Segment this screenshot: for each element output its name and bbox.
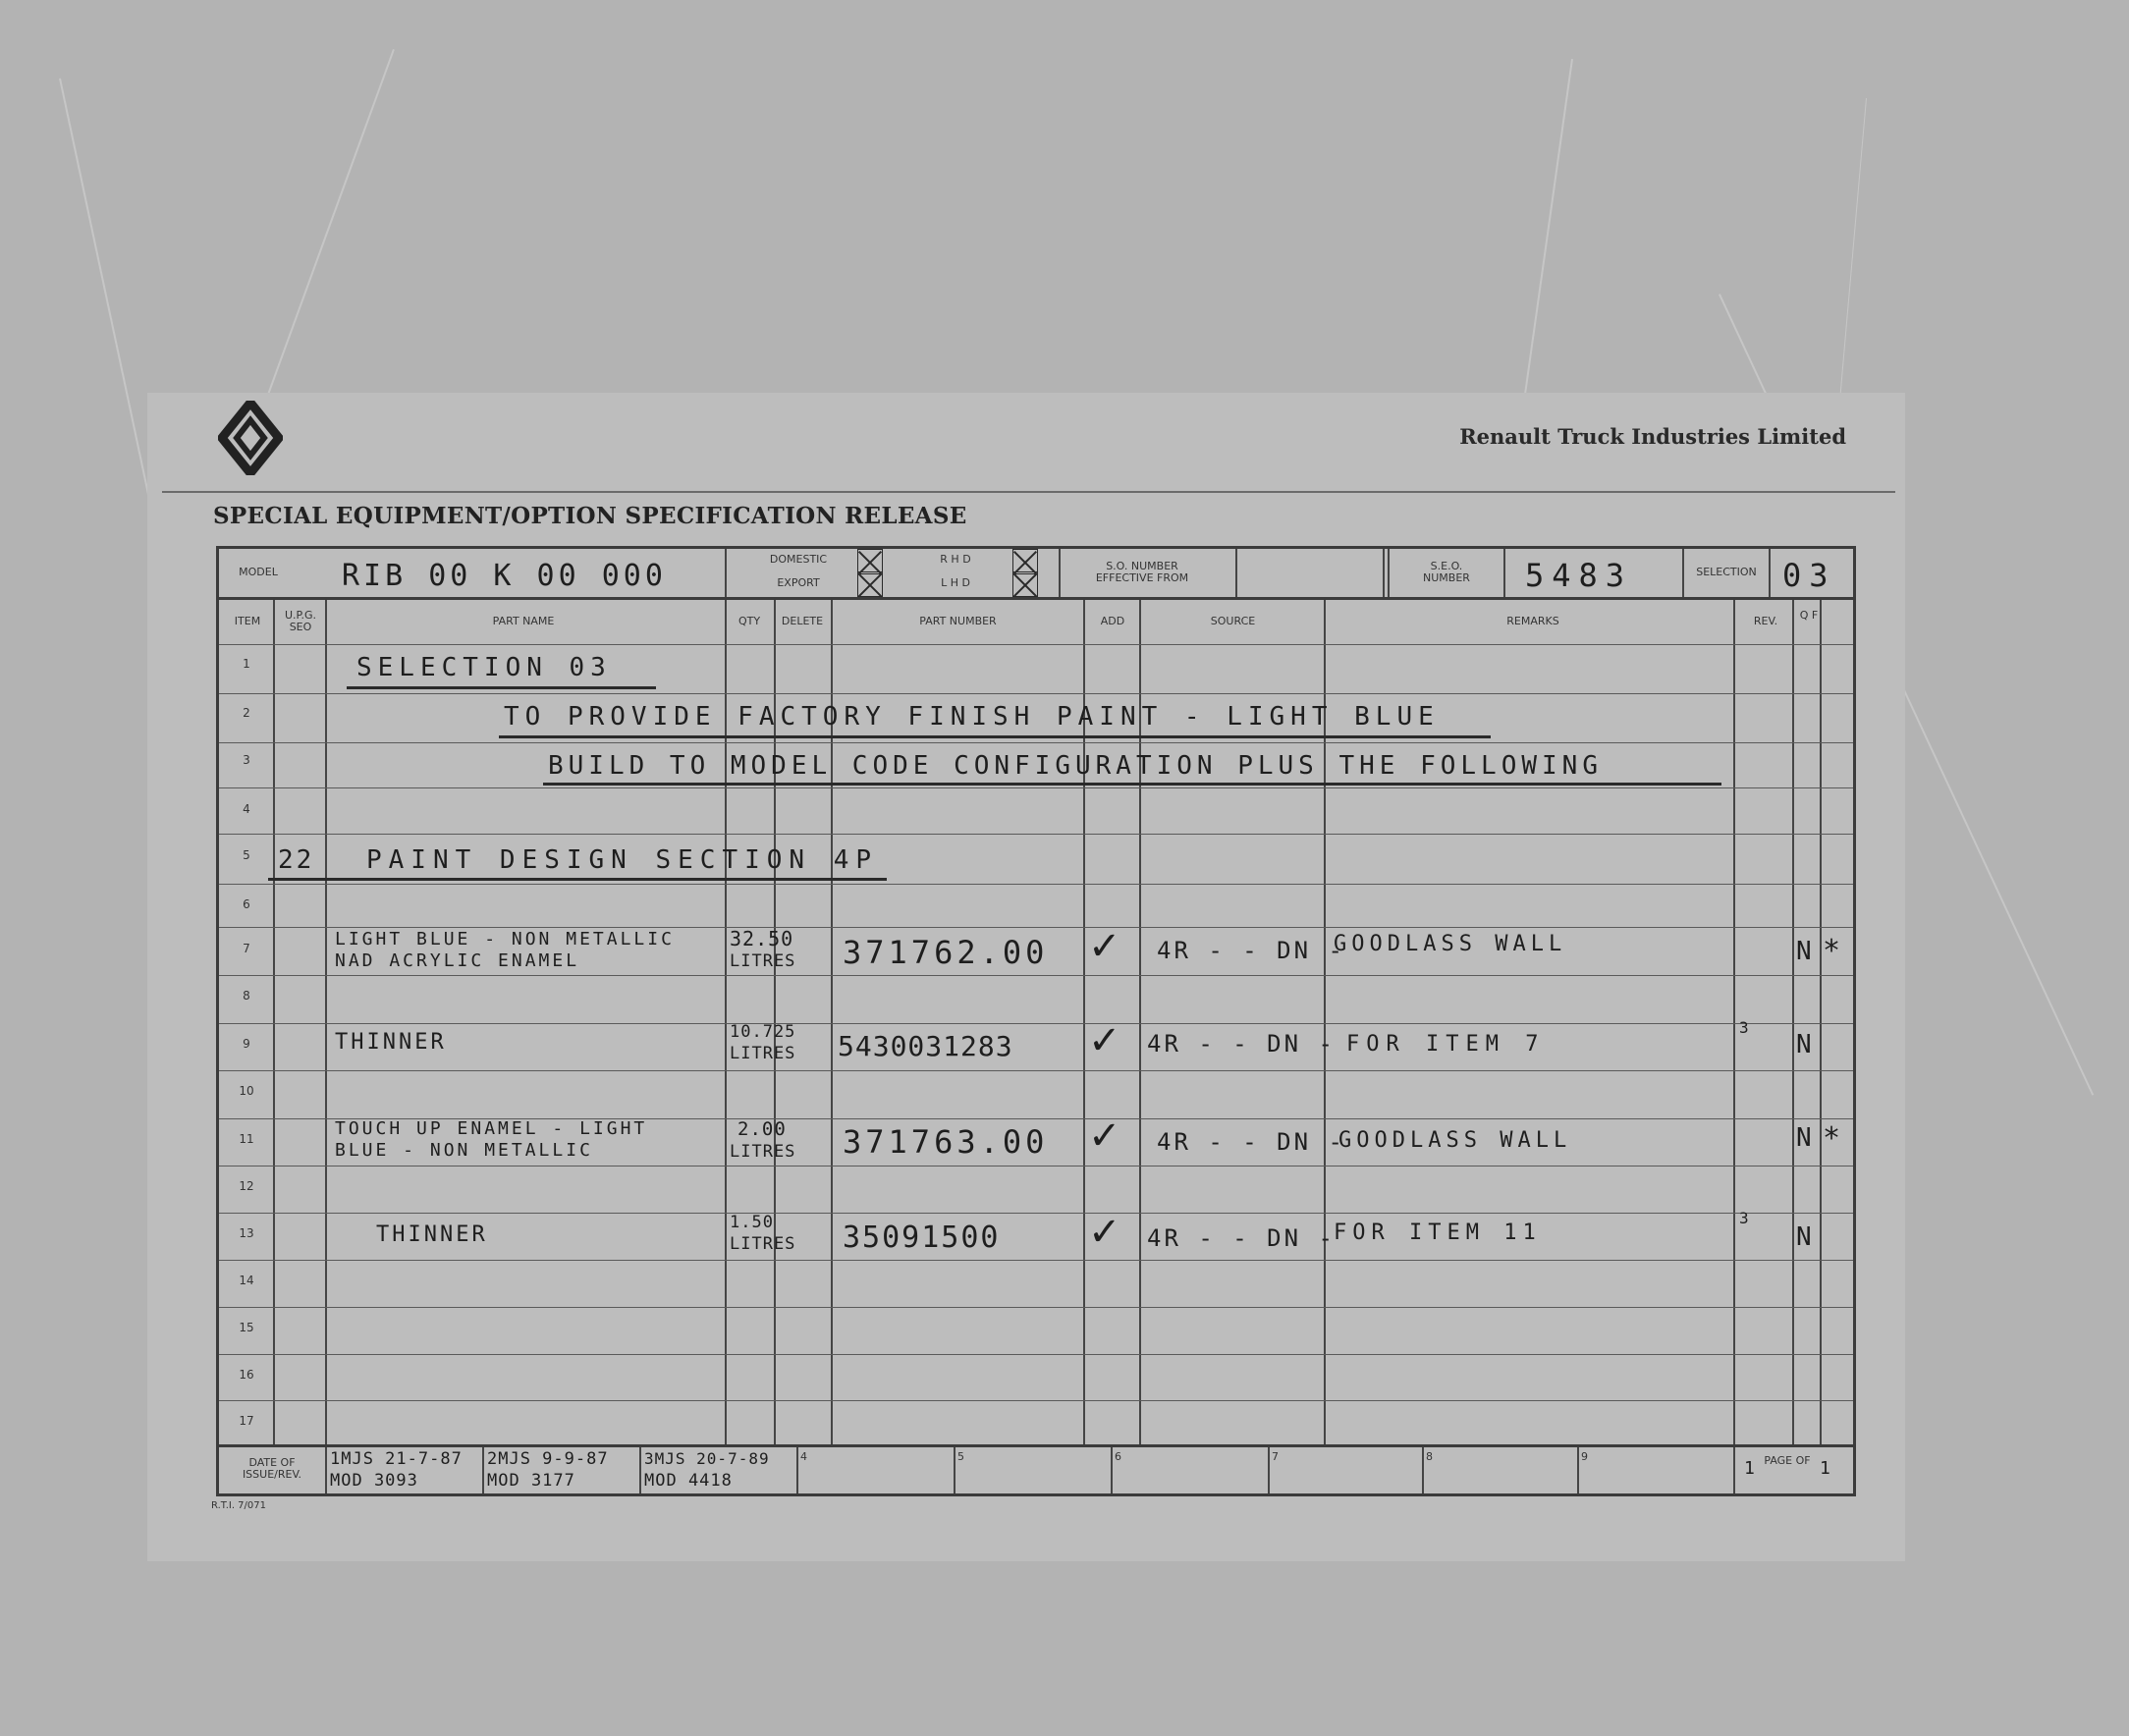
row-number: 8: [243, 989, 250, 1003]
qty-unit: LITRES: [730, 951, 796, 971]
lhd-checkbox: [1012, 571, 1038, 597]
page-of-label: PAGE OF: [1764, 1454, 1811, 1467]
form-number: R.T.I. 7/071: [211, 1500, 266, 1511]
date-of-issue-label: DATE OF ISSUE/REV.: [242, 1456, 302, 1481]
q-value: N: [1796, 1030, 1812, 1059]
rev-slot-4: 4: [800, 1450, 807, 1463]
row-number: 11: [239, 1132, 254, 1146]
specification-form: [216, 546, 1856, 1496]
row-number: 10: [239, 1084, 254, 1098]
remarks: FOR ITEM 11: [1334, 1221, 1542, 1245]
seo-number-label: S.E.O. NUMBER: [1423, 560, 1470, 584]
domestic-label: DOMESTIC: [769, 553, 828, 566]
col-add: ADD: [1100, 615, 1125, 627]
paint-section-line: PAINT DESIGN SECTION 4P: [366, 845, 879, 875]
form-footer: [219, 1447, 1853, 1493]
form-header: [219, 549, 1853, 600]
selection-value: 03: [1782, 557, 1836, 594]
col-qf: Q F: [1799, 609, 1819, 622]
part-number: 371763.00: [843, 1123, 1049, 1161]
remarks: FOR ITEM 7: [1346, 1032, 1546, 1057]
part-number: 371762.00: [843, 934, 1049, 971]
rev1-initials-date: 1MJS 21-7-87: [330, 1449, 463, 1469]
row-number: 14: [239, 1274, 254, 1287]
rev-slot-9: 9: [1581, 1450, 1588, 1463]
row-number: 17: [239, 1414, 254, 1428]
part-number: 35091500: [843, 1221, 1001, 1255]
lhd-label: L H D: [941, 576, 970, 589]
part-name-line1: THINNER: [376, 1222, 488, 1247]
build-line: BUILD TO MODEL CODE CONFIGURATION PLUS THE FOLLOWING: [548, 751, 1603, 781]
part-name-line1: THINNER: [335, 1030, 447, 1055]
remarks: GOODLASS WALL: [1334, 932, 1567, 956]
row-number: 12: [239, 1179, 254, 1193]
rev2-initials-date: 2MJS 9-9-87: [487, 1449, 609, 1469]
row-number: 2: [243, 706, 250, 720]
selection-heading: SELECTION 03: [356, 653, 612, 682]
col-source: SOURCE: [1210, 615, 1256, 627]
row-number: 16: [239, 1368, 254, 1382]
rev-value: 3: [1739, 1018, 1749, 1037]
add-check-icon: ✓: [1088, 1018, 1121, 1063]
seo-number-value: 5483: [1525, 557, 1633, 594]
form-title: SPECIAL EQUIPMENT/OPTION SPECIFICATION RELEASE: [213, 503, 967, 529]
rev1-mod: MOD 3093: [330, 1471, 418, 1491]
renault-logo-icon: [218, 401, 283, 475]
row-number: 3: [243, 753, 250, 767]
add-check-icon: ✓: [1088, 1210, 1121, 1255]
qty-unit: LITRES: [730, 1044, 796, 1063]
add-check-icon: ✓: [1088, 924, 1121, 969]
selection-label: SELECTION: [1696, 566, 1757, 578]
page-number: 1: [1744, 1458, 1756, 1479]
q-value: N: [1796, 1123, 1812, 1153]
add-check-icon: ✓: [1088, 1113, 1121, 1159]
qty-value: 1.50: [730, 1213, 774, 1232]
part-name-line2: NAD ACRYLIC ENAMEL: [335, 950, 580, 971]
row-number: 15: [239, 1321, 254, 1334]
f-value: *: [1823, 934, 1841, 968]
export-label: EXPORT: [777, 576, 820, 589]
rev3-initials-date: 3MJS 20-7-89: [644, 1449, 770, 1468]
page-total: 1: [1820, 1458, 1831, 1479]
model-label: MODEL: [239, 566, 278, 578]
qty-unit: LITRES: [730, 1142, 796, 1162]
col-part-number: PART NUMBER: [919, 615, 997, 627]
qty-value: 32.50: [730, 927, 794, 950]
rev-value: 3: [1739, 1209, 1749, 1227]
col-item: ITEM: [234, 615, 261, 627]
rev3-mod: MOD 4418: [644, 1471, 733, 1491]
col-part-name: PART NAME: [492, 615, 555, 627]
row-number: 6: [243, 897, 250, 911]
q-value: N: [1796, 1222, 1812, 1252]
col-qty: QTY: [737, 615, 761, 627]
source-code: 4R - - DN -: [1147, 1224, 1336, 1252]
row-number: 7: [243, 942, 250, 955]
rhd-label: R H D: [940, 553, 971, 566]
rev-slot-6: 6: [1115, 1450, 1121, 1463]
part-name-line1: TOUCH UP ENAMEL - LIGHT: [335, 1118, 648, 1139]
q-value: N: [1796, 937, 1812, 966]
row-number: 4: [243, 802, 250, 816]
upg-seo-value: 22: [278, 845, 315, 875]
f-value: *: [1823, 1121, 1841, 1156]
remarks: GOODLASS WALL: [1338, 1128, 1572, 1153]
source-code: 4R - - DN -: [1157, 937, 1345, 964]
purpose-line: TO PROVIDE FACTORY FINISH PAINT - LIGHT BLUE: [504, 702, 1440, 732]
part-name-line1: LIGHT BLUE - NON METALLIC: [335, 929, 675, 949]
export-checkbox: [857, 571, 883, 597]
col-delete: DELETE: [781, 615, 824, 627]
col-upg-seo: U.P.G. SEO: [285, 609, 316, 633]
so-number-label: S.O. NUMBER: [1106, 560, 1178, 572]
row-number: 5: [243, 848, 250, 862]
rev-slot-5: 5: [957, 1450, 964, 1463]
col-remarks: REMARKS: [1506, 615, 1559, 627]
row-number: 13: [239, 1226, 254, 1240]
part-number: 5430031283: [838, 1030, 1013, 1062]
source-code: 4R - - DN -: [1157, 1128, 1345, 1156]
model-value: RIB 00 K 00 000: [342, 559, 667, 593]
qty-value: 10.725: [730, 1022, 796, 1042]
qty-value: 2.00: [737, 1118, 787, 1140]
row-number: 9: [243, 1037, 250, 1051]
source-code: 4R - - DN -: [1147, 1030, 1336, 1058]
rev-slot-7: 7: [1272, 1450, 1279, 1463]
rev2-mod: MOD 3177: [487, 1471, 575, 1491]
row-number: 1: [243, 657, 250, 671]
part-name-line2: BLUE - NON METALLIC: [335, 1140, 593, 1161]
rev-slot-8: 8: [1426, 1450, 1433, 1463]
col-rev: REV.: [1753, 615, 1778, 627]
effective-from-label: EFFECTIVE FROM: [1095, 571, 1189, 584]
qty-unit: LITRES: [730, 1234, 796, 1254]
top-divider: [162, 491, 1895, 493]
company-name: Renault Truck Industries Limited: [1459, 424, 1846, 449]
